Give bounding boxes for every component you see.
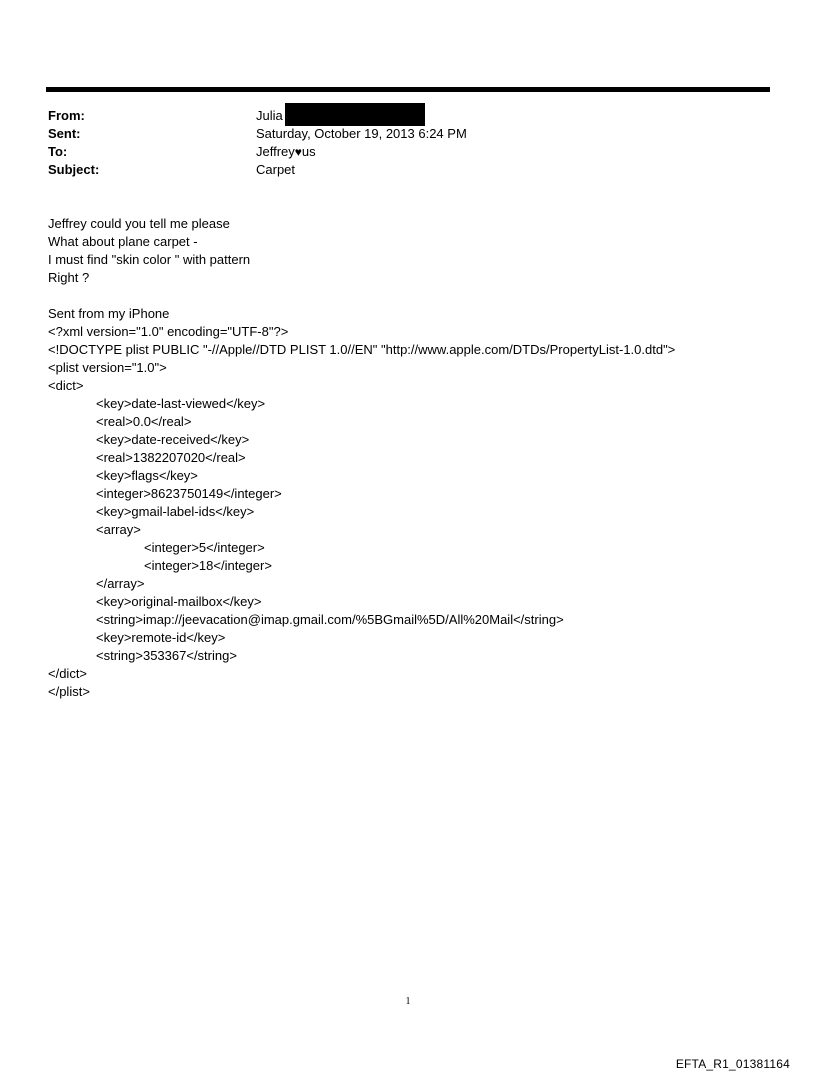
to-value [256,143,316,161]
to-name: Jeffrey [256,144,295,159]
plist-line: <string>imap://jeevacation@imap.gmail.com/%5BGmail%5D/All%20Mail</string> [96,612,564,627]
email-header [48,107,748,179]
subject-value: Carpet [256,162,296,177]
plist-line: <integer>8623750149</integer> [96,486,282,501]
subject-row [48,161,748,179]
plist-close-tag: </plist> [48,684,90,699]
plist-line: </array> [96,576,145,591]
email-body [48,215,788,701]
plist-line: <integer>5</integer> [144,540,265,555]
document-id: EFTA_R1_01381164 [675,1057,790,1071]
plist-xml-declaration: <?xml version="1.0" encoding="UTF-8"?> [48,324,289,339]
plist-line: <key>date-last-viewed</key> [96,396,266,411]
from-row [48,107,748,125]
from-value [256,107,425,126]
from-name: Julia [256,108,283,123]
message-line: Right ? [48,270,90,285]
plist-line: <key>remote-id</key> [96,630,226,645]
plist-line: <key>gmail-label-ids</key> [96,504,255,519]
to-suffix: us [301,144,316,159]
sent-row [48,125,748,143]
header-divider [46,87,770,92]
to-row [48,143,748,161]
message-line: I must find "skin color " with pattern [48,252,251,267]
message-line: Jeffrey could you tell me please [48,216,230,231]
message-line: What about plane carpet - [48,234,198,249]
signature-line: Sent from my iPhone [48,306,170,321]
heart-icon: ♥ [294,145,302,159]
to-label: To: [48,144,68,159]
plist-line: <string>353367</string> [96,648,237,663]
subject-label: Subject: [48,162,100,177]
redaction-box [285,103,425,126]
plist-line: <key>flags</key> [96,468,198,483]
plist-line: <real>0.0</real> [96,414,192,429]
plist-line: <integer>18</integer> [144,558,272,573]
plist-doctype: <!DOCTYPE plist PUBLIC "-//Apple//DTD PLIST 1.0//EN" "http://www.apple.com/DTDs/PropertyList-1.0.dtd"> [48,342,676,357]
sent-label: Sent: [48,126,81,141]
dict-open-tag: <dict> [48,378,84,393]
page-number: 1 [405,996,411,1007]
plist-line: <key>original-mailbox</key> [96,594,262,609]
from-label: From: [48,108,85,123]
plist-line: <key>date-received</key> [96,432,250,447]
plist-open-tag: <plist version="1.0"> [48,360,167,375]
plist-line: <array> [96,522,141,537]
paragraph-gap [48,287,788,305]
plist-line: <real>1382207020</real> [96,450,246,465]
sent-value: Saturday, October 19, 2013 6:24 PM [256,126,467,141]
dict-close-tag: </dict> [48,666,88,681]
